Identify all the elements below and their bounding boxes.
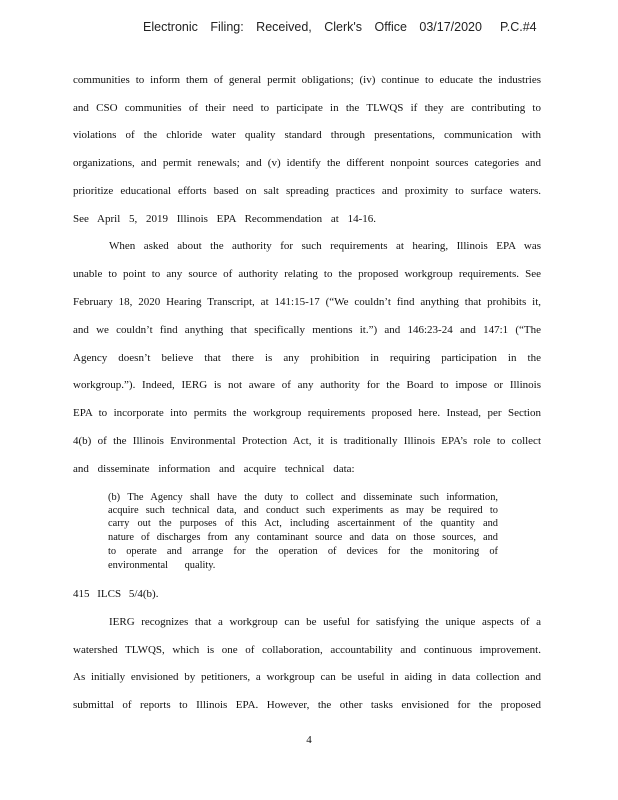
paragraph-2-line: 4(b) of the Illinois Environmental Protection Act, it is traditionally Illinois EPA’s role to collect <box>73 435 541 447</box>
paragraph-2-line: and we couldn’t find anything that specifically mentions it.”) and 146:23-24 and 147:1 (“The <box>73 324 541 336</box>
paragraph-2-line: Agency doesn’t believe that there is any prohibition in requiring participation in the <box>73 352 541 364</box>
page-number: 4 <box>306 734 312 746</box>
paragraph-3-line: watershed TLWQS, which is one of collaboration, accountability and continuous improvement. <box>73 644 541 656</box>
paragraph-2-line: workgroup.”). Indeed, IERG is not aware of any authority for the Board to impose or Illinois <box>73 379 541 391</box>
block-quote-line: nature of discharges from any contaminant source and data on those sources, and <box>108 532 498 543</box>
paragraph-1-line: organizations, and permit renewals; and (v) identify the different nonpoint sources categories and <box>73 157 541 169</box>
block-quote-line: carry out the purposes of this Act, including ascertainment of the quantity and <box>108 518 498 529</box>
block-quote-line: to operate and arrange for the operation of devices for the monitoring of <box>108 546 498 557</box>
paragraph-3-line: IERG recognizes that a workgroup can be useful for satisfying the unique aspects of a <box>109 616 541 628</box>
block-quote-line: (b) The Agency shall have the duty to collect and disseminate such information, <box>108 492 498 503</box>
public-comment-number: P.C.#4 <box>500 20 537 34</box>
paragraph-1-line: violations of the chloride water quality standard through presentations, communication with <box>73 129 541 141</box>
paragraph-3-line: As initially envisioned by petitioners, a workgroup can be useful in aiding in data collection and <box>73 671 541 683</box>
paragraph-2-line: EPA to incorporate into permits the workgroup requirements proposed here. Instead, per Section <box>73 407 541 419</box>
paragraph-1-line: and CSO communities of their need to participate in the TLWQS if they are contributing to <box>73 102 541 114</box>
paragraph-3-line: submittal of reports to Illinois EPA. However, the other tasks envisioned for the proposed <box>73 699 541 711</box>
paragraph-2-line: When asked about the authority for such requirements at hearing, Illinois EPA was <box>109 240 541 252</box>
block-quote-line: environmental quality. <box>108 560 216 571</box>
paragraph-2-line: and disseminate information and acquire technical data: <box>73 463 355 475</box>
paragraph-2-line: unable to point to any source of authority relating to the proposed workgroup requirements. See <box>73 268 541 280</box>
paragraph-1-line: See April 5, 2019 Illinois EPA Recommendation at 14-16. <box>73 213 377 225</box>
block-quote-line: acquire such technical data, and conduct such experiments as may be required to <box>108 505 498 516</box>
statute-citation: 415 ILCS 5/4(b). <box>73 588 159 600</box>
paragraph-1-line: prioritize educational efforts based on salt spreading practices and proximity to surface waters. <box>73 185 541 197</box>
electronic-filing-stamp: Electronic Filing: Received, Clerk's Office 03/17/2020 <box>143 20 482 34</box>
paragraph-2-line: February 18, 2020 Hearing Transcript, at 141:15-17 (“We couldn’t find anything that prohibits it, <box>73 296 541 308</box>
paragraph-1-line: communities to inform them of general permit obligations; (iv) continue to educate the industries <box>73 74 541 86</box>
